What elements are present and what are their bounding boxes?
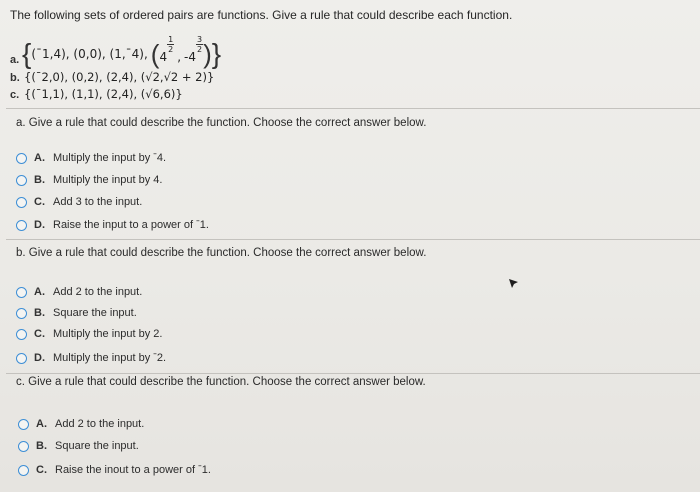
option-letter: A. [34,152,45,164]
divider-top [6,108,700,109]
option-text: Square the input. [53,307,137,319]
option-text: Multiply the input by 2. [53,328,163,340]
option-letter: C. [34,196,45,208]
set-b-label: b. [10,72,20,84]
set-b-expression: {(ˉ2,0), (0,2), (2,4), (√2,√2 + 2)} [24,70,215,84]
option-letter: B. [36,440,47,452]
radio-button[interactable] [16,175,27,186]
option-letter: C. [36,464,47,476]
set-a-y-sign: - [184,49,189,64]
option-letter: D. [34,219,45,231]
option-text: Raise the inout to a power of ˉ1. [55,464,211,476]
question-a-prompt: a. Give a rule that could describe the function. Choose the correct answer below. [16,117,427,129]
mouse-pointer-icon [508,278,520,290]
question-b-option-d[interactable] [16,352,166,364]
question-b-prompt: b. Give a rule that could describe the function. Choose the correct answer below. [16,247,427,259]
option-text: Multiply the input by 4. [53,174,163,186]
set-a-x-exponent: $\frac{1}{2}$ [168,34,174,54]
option-letter: B. [34,174,45,186]
set-a-label: a. [10,54,20,66]
radio-button[interactable] [16,197,27,208]
question-c-option-a[interactable] [18,418,144,430]
option-letter: C. [34,328,45,340]
question-b-option-b[interactable] [16,307,137,319]
set-a-open-brace: { [22,38,32,69]
radio-button[interactable] [16,287,27,298]
radio-button[interactable] [16,353,27,364]
divider-a-b [6,239,700,240]
set-a-x-base: 4 [159,49,168,64]
option-text: Multiply the input by ˉ2. [53,352,167,364]
option-text: Add 3 to the input. [53,196,143,208]
option-letter: A. [34,286,45,298]
x-exp-numerator: 1 [168,34,174,44]
set-a-pairs: (ˉ1,4), (0,0), (1,ˉ4), [31,47,148,61]
radio-button[interactable] [16,153,27,164]
option-text: Add 2 to the input. [55,418,145,430]
set-a-y-base: 4 [188,49,196,64]
option-text: Raise the input to a power of ˉ1. [53,219,209,231]
option-text: Multiply the input by ˉ4. [53,152,167,164]
radio-button[interactable] [16,308,27,319]
set-c-label: c. [10,89,20,101]
set-a-close-brace: } [211,38,222,69]
set-a-open-paren: ( [150,38,160,69]
radio-button[interactable] [18,465,29,476]
option-letter: A. [36,418,47,430]
question-b-option-a[interactable] [16,286,142,298]
question-c-option-b[interactable] [18,440,139,452]
question-c-prompt: c. Give a rule that could describe the function. Choose the correct answer below. [16,376,426,388]
set-a-y-exponent: $\frac{3}{2}$ [197,34,203,54]
set-a-close-paren: ) [203,38,212,69]
option-text: Square the input. [55,440,139,452]
radio-button[interactable] [16,329,27,340]
question-a-option-a[interactable] [16,152,166,164]
divider-b-c [6,373,700,374]
problem-prompt: The following sets of ordered pairs are functions. Give a rule that could describe each function. [10,8,513,22]
question-c-option-c[interactable] [18,464,211,476]
option-letter: B. [34,307,45,319]
y-exp-numerator: 3 [197,34,203,44]
question-b-option-c[interactable] [16,328,162,340]
radio-button[interactable] [18,419,29,430]
question-a-option-d[interactable] [16,219,209,231]
set-a-frac-pair: 4 $\frac{1}{2}$ , - 4 $\frac{3}{2}$ [159,34,203,64]
radio-button[interactable] [16,220,27,231]
question-a-option-b[interactable] [16,174,162,186]
option-letter: D. [34,352,45,364]
set-c-expression: {(ˉ1,1), (1,1), (2,4), (√6,6)} [24,87,183,101]
question-a-option-c[interactable] [16,196,142,208]
option-text: Add 2 to the input. [53,286,143,298]
radio-button[interactable] [18,441,29,452]
